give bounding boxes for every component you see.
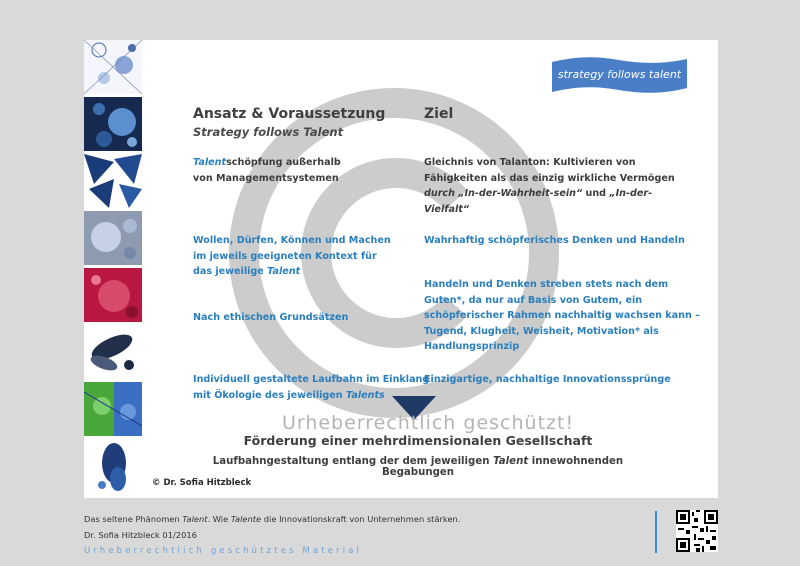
left-item-1: [193, 155, 341, 186]
art-tile-circles-white: [84, 40, 142, 94]
left-item-1-rest: schöpfung außerhalb: [226, 157, 341, 168]
footer-line-1-em2: Talente: [230, 514, 262, 524]
footer-divider: [655, 511, 657, 553]
footer-line-3: Urheberrechtlich geschütztes Material: [84, 545, 363, 555]
art-tile-shards: [84, 154, 142, 208]
right-item-3-line3: schöpferischer Rahmen nachhaltig wachsen kann –: [424, 310, 700, 321]
right-item-4: [424, 372, 671, 388]
right-item-1-line4-em: Vielfalt“: [424, 203, 470, 215]
left-item-2-line1: Wollen, Dürfen, Können und Machen: [193, 235, 391, 246]
left-item-4-line1: Individuell gestaltete Laufbahn im Einklang: [193, 374, 430, 385]
footer-line-1-em1: Talent: [182, 514, 208, 524]
left-item-1-em: Talent: [193, 157, 227, 168]
footer-line-1-post: die Innovationskraft von Unternehmen stärken.: [261, 514, 461, 524]
left-heading: Ansatz & Voraussetzung: [193, 106, 386, 122]
left-item-4-line2-pre: mit Ökologie des jeweiligen: [193, 389, 346, 401]
banner-text: strategy follows talent: [557, 68, 682, 81]
footer-line-1-mid: . Wie: [207, 514, 231, 524]
result-line-1: Förderung einer mehrdimensionalen Gesellschaft: [243, 433, 593, 448]
right-item-1: [424, 155, 675, 217]
result-line-2-em: Talent: [493, 456, 529, 467]
footer-line-1: [84, 514, 460, 524]
art-tile-green-blue: [84, 382, 142, 436]
right-item-3: [424, 277, 700, 355]
result-line-2-post: innewohnenden Begabungen: [381, 456, 624, 478]
left-item-2: [193, 233, 391, 280]
decorative-image-strip: [84, 40, 144, 495]
art-tile-figure: [84, 439, 142, 493]
left-item-3: [193, 310, 348, 326]
right-item-2: [424, 233, 685, 249]
left-item-2-line2: im jeweils geeigneten Kontext für: [193, 250, 377, 262]
right-item-2-line1: Wahrhaftig schöpferisches Denken und Handeln: [424, 235, 685, 246]
art-tile-grey: [84, 211, 142, 265]
left-item-2-line3-pre: das jeweilige: [193, 266, 268, 277]
left-subheading: Strategy follows Talent: [193, 125, 344, 139]
art-tile-navy: [84, 97, 142, 151]
right-item-3-line4: Tugend, Klugheit, Weisheit, Motivation* als: [424, 325, 659, 337]
right-item-1-line3-em2: „In-der-: [609, 188, 653, 199]
right-item-1-line1: Gleichnis von Talanton: Kultivieren von: [424, 157, 636, 168]
right-item-1-line3-em1: durch „In-der-Wahrheit-sein“: [424, 188, 583, 199]
footer-line-2: Dr. Sofia Hitzbleck 01/2016: [84, 530, 197, 540]
art-tile-crimson: [84, 268, 142, 322]
result-line-2: [178, 456, 658, 478]
qr-code-icon[interactable]: [676, 510, 718, 552]
left-item-3-line1: Nach ethischen Grundsätzen: [193, 312, 349, 323]
copyright-note: © Dr. Sofia Hitzbleck: [152, 478, 252, 488]
result-line-2-pre: Laufbahngestaltung entlang der dem jeweiligen: [212, 456, 494, 467]
right-item-1-line3-mid: und: [582, 188, 610, 199]
right-item-4-line1: Einzigartige, nachhaltige Innovationssprünge: [424, 374, 671, 385]
footer-line-1-pre: Das seltene Phänomen: [84, 514, 183, 524]
left-item-4-line2-em: Talents: [345, 389, 385, 401]
left-item-1-line2: von Managementsystemen: [193, 172, 339, 184]
right-heading: Ziel: [424, 106, 454, 122]
right-item-3-line5: Handlungsprinzip: [424, 341, 520, 352]
left-item-2-line3-em: Talent: [267, 266, 301, 277]
watermark-text: Urheberrechtlich geschützt!: [281, 412, 575, 434]
right-item-3-line2: Guten*, da nur auf Basis von Gutem, ein: [424, 294, 643, 306]
art-tile-ellipses: [84, 325, 142, 379]
right-item-1-line2: Fähigkeiten als das einzig wirkliche Vermögen: [424, 172, 675, 184]
right-item-3-line1: Handeln und Denken streben stets nach dem: [424, 279, 669, 290]
